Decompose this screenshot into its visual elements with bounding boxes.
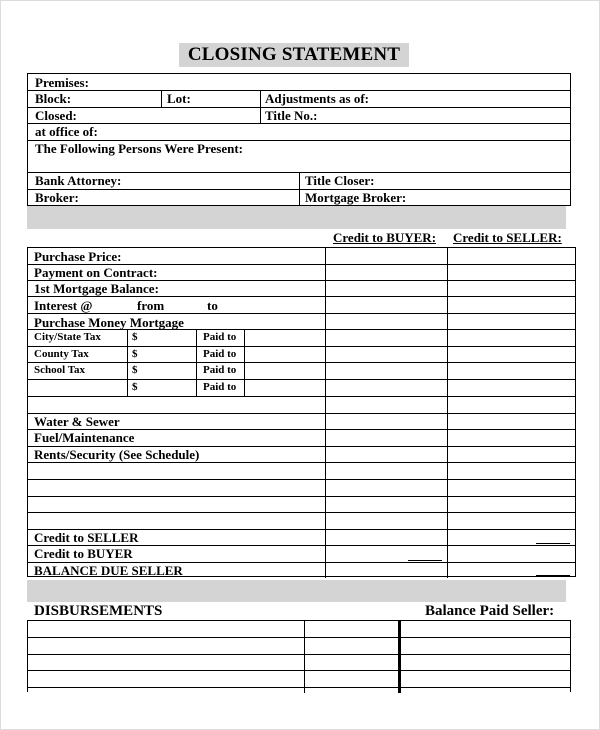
paid-to-label: Paid to — [203, 364, 237, 376]
premises-label: Premises: — [35, 75, 89, 90]
broker-label: Broker: — [35, 190, 79, 205]
at-office-label: at office of: — [35, 124, 98, 139]
mortgage-broker-label: Mortgage Broker: — [305, 190, 407, 205]
dollar-sign: $ — [132, 348, 138, 360]
disbursements-grid — [27, 620, 571, 692]
statement-grid — [27, 247, 576, 577]
balance-underline — [536, 575, 570, 576]
purchase-price-label: Purchase Price: — [34, 249, 122, 264]
balance-due-seller-label: BALANCE DUE SELLER — [34, 563, 183, 578]
interest-from-label: from — [137, 298, 165, 313]
county-tax-label: County Tax — [34, 348, 89, 360]
persons-present-label: The Following Persons Were Present: — [35, 141, 243, 156]
payment-contract-label: Payment on Contract: — [34, 265, 158, 280]
school-tax-label: School Tax — [34, 364, 86, 376]
pmm-label: Purchase Money Mortgage — [34, 315, 184, 330]
dollar-sign: $ — [132, 364, 138, 376]
interest-label: Interest @ — [34, 298, 93, 313]
bank-attorney-label: Bank Attorney: — [35, 173, 122, 188]
gray-band-top — [27, 206, 566, 229]
disbursements-heading: DISBURSEMENTS — [34, 603, 163, 619]
water-sewer-label: Water & Sewer — [34, 414, 120, 429]
credit-buyer-label: Credit to BUYER — [34, 546, 133, 561]
lot-label: Lot: — [167, 91, 191, 106]
fuel-maintenance-label: Fuel/Maintenance — [34, 430, 135, 445]
block-label: Block: — [35, 91, 72, 106]
adjustments-label: Adjustments as of: — [265, 91, 369, 106]
title-closer-label: Title Closer: — [305, 173, 375, 188]
credit-seller-header: Credit to SELLER: — [453, 230, 562, 245]
balance-paid-seller-label: Balance Paid Seller: — [425, 603, 555, 619]
gray-band-bottom — [27, 580, 566, 602]
title-no-label: Title No.: — [265, 108, 318, 123]
page-title: CLOSING STATEMENT — [179, 43, 409, 67]
paid-to-label: Paid to — [203, 348, 237, 360]
header-table — [27, 73, 571, 206]
city-state-tax-label: City/State Tax — [34, 331, 101, 343]
credit-seller-label: Credit to SELLER — [34, 530, 139, 545]
dollar-sign: $ — [132, 381, 138, 393]
closed-label: Closed: — [35, 108, 77, 123]
first-mortgage-label: 1st Mortgage Balance: — [34, 281, 159, 296]
seller-credit-underline — [536, 543, 570, 544]
paid-to-label: Paid to — [203, 331, 237, 343]
interest-to-label: to — [207, 298, 218, 313]
dollar-sign: $ — [132, 331, 138, 343]
paid-to-label: Paid to — [203, 381, 237, 393]
buyer-credit-underline — [408, 560, 442, 561]
rents-security-label: Rents/Security (See Schedule) — [34, 447, 200, 462]
credit-buyer-header: Credit to BUYER: — [333, 230, 437, 245]
